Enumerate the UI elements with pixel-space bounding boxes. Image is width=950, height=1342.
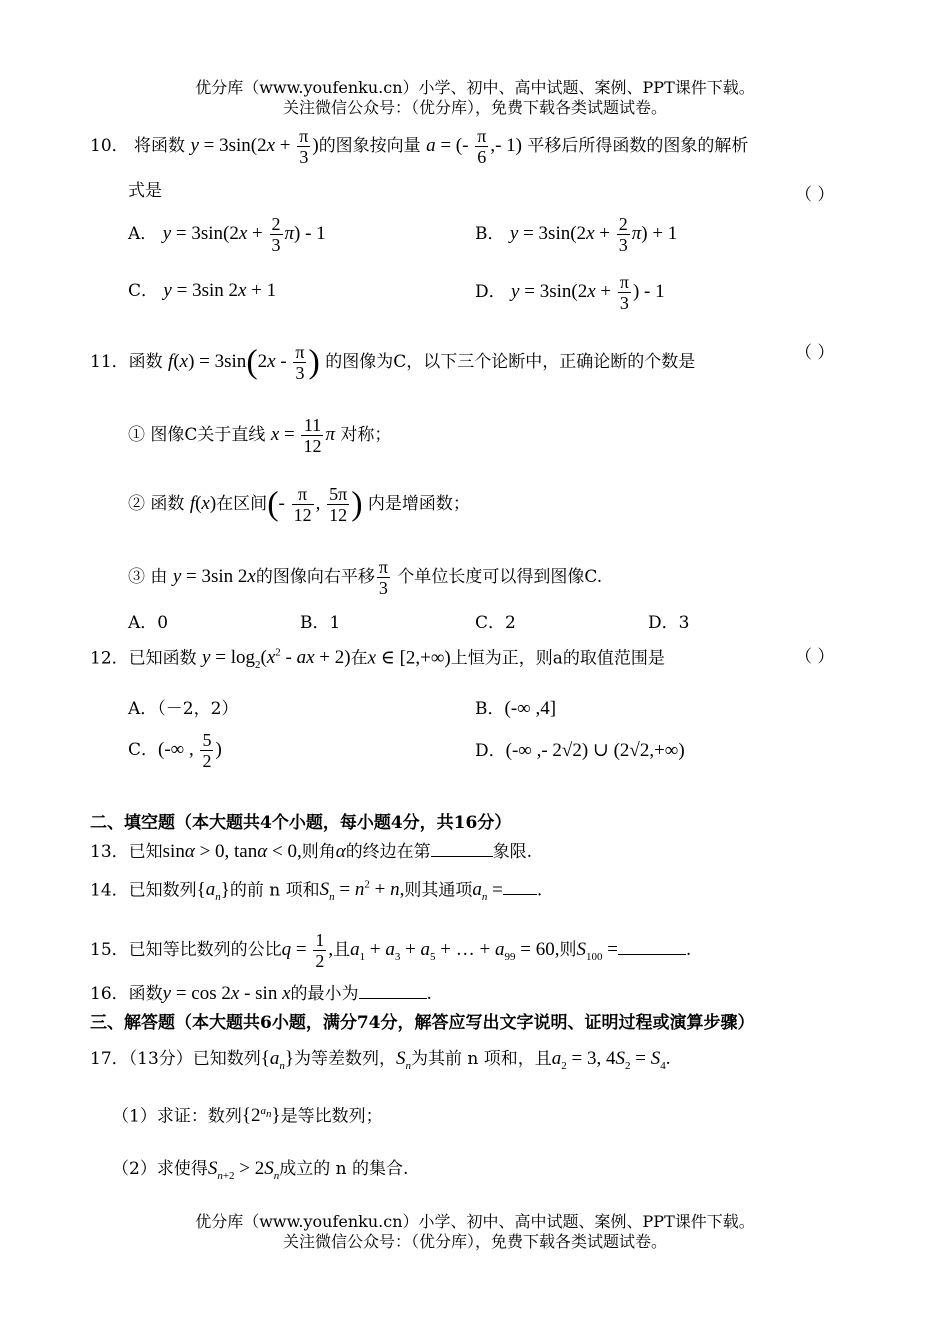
q11-option-d: D．3: [648, 613, 690, 633]
q17-part-1: （1）求证：数列$\{2^{a_n}\}$是等比数列；: [112, 1105, 383, 1127]
q10-function: y = 3sin(2x + $\frac{\pi}{3}$ ): [190, 126, 319, 168]
header-line-1: 优分库（www.youfenku.cn）小学、初中、高中试题、案例、PPT课件下载。: [195, 78, 755, 97]
footer-line-1: 优分库（www.youfenku.cn）小学、初中、高中试题、案例、PPT课件下载。: [195, 1212, 755, 1231]
q17-line: 17．（13分）已知数列$\{a_n\}$为等差数列，$S_n$为其前 n 项和，且$a_2 = 3$, $4S_2 = S_4$.: [90, 1048, 671, 1072]
q11-statement-3: ③ 由 y = 3sin 2x的图像向右平移 $\frac{\pi}{3}$ 个单位长度可以得到图像C.: [128, 557, 603, 599]
q12-option-c: C．(-∞ , $\frac{5}{2}$ ): [128, 730, 222, 772]
q10-option-c: C． y = 3sin 2x + 1: [128, 280, 277, 301]
q12-line: 12．已知函数 $y = \log_2(x^2$ - ax + 2)在x ∈ [2,+∞)上恒为正，则a的取值范围是: [90, 647, 665, 672]
q11-statement-2: ② 函数 f(x)在区间(- $\frac{\pi}{12}$ , $\frac{5\pi}{12}$ ) 内是增函数；: [128, 484, 470, 526]
q10-option-b: B． y = 3sin(2x + $\frac{2}{3}$ π) + 1: [475, 214, 678, 256]
q10-vector: a = (- $\frac{\pi}{6}$ ,- 1): [426, 126, 522, 168]
section-2-title: 二、填空题（本大题共4个小题，每小题4分，共16分）: [90, 813, 512, 833]
q12-option-d: D．(-∞ ,- 2√2) ∪ (2√2,+∞): [475, 740, 685, 761]
q17-part-2: （2）求使得$S_{n+2} > 2S_n$成立的 n 的集合.: [112, 1158, 409, 1182]
q10-line: [90, 122, 748, 170]
q12-answer-paren: （ ）: [795, 647, 835, 667]
q16-line: 16．函数y = cos 2x - sin x的最小为 .: [90, 983, 432, 1004]
q12-option-b: B．(-∞ ,4]: [475, 698, 557, 719]
q14-line: 14．已知数列$\{a_n\}$的前 n 项和$S_n = n^2 + n$,则其通项$a_n$ = .: [90, 879, 543, 904]
footer-line-2: 关注微信公众号：（优分库），免费下载各类试题试卷。: [282, 1232, 667, 1251]
q10-continue: 式是: [128, 181, 162, 201]
q10-post: 平移后所得函数的图象的解析: [527, 136, 749, 156]
q13-line: 13．已知sinα > 0, tanα < 0,则角α的终边在第 象限.: [90, 841, 533, 862]
q11-answer-paren: （ ）: [795, 343, 835, 363]
q11-option-b: B．1: [300, 613, 341, 633]
q11-option-a: A．0: [128, 613, 169, 633]
q10-pre: 将函数: [134, 136, 186, 156]
q11-line: 11．函数 f(x) = 3sin(2x - $\frac{\pi}{3}$ ) 的图像为C，以下三个论断中，正确论断的个数是: [90, 342, 696, 384]
q11-option-c: C．2: [475, 613, 516, 633]
q15-line: 15．已知等比数列的公比q = $\frac{1}{2}$ ,且$a_1 + a_3 + a_5$ + … + $a_{99} = 60$,则$S_{100}$ = .: [90, 930, 692, 972]
section-3-title: 三、解答题（本大题共6小题，满分74分，解答应写出文字说明、证明过程或演算步骤）: [90, 1013, 755, 1033]
q11-statement-1: ① 图像C关于直线 x = $\frac{11}{12}$ π 对称；: [128, 415, 392, 457]
q10-option-a: A． y = 3sin(2x + $\frac{2}{3}$ π) - 1: [128, 214, 326, 256]
q10-option-d: D． y = 3sin(2x + $\frac{\pi}{3}$ ) - 1: [475, 272, 665, 314]
header-line-2: 关注微信公众号：（优分库），免费下载各类试题试卷。: [282, 98, 667, 117]
q12-option-a: A．（－2，2）: [128, 699, 239, 719]
q10-number: 10．: [90, 136, 129, 156]
q10-answer-paren: （ ）: [795, 185, 835, 205]
q10-mid: 的图象按向量: [318, 136, 421, 156]
